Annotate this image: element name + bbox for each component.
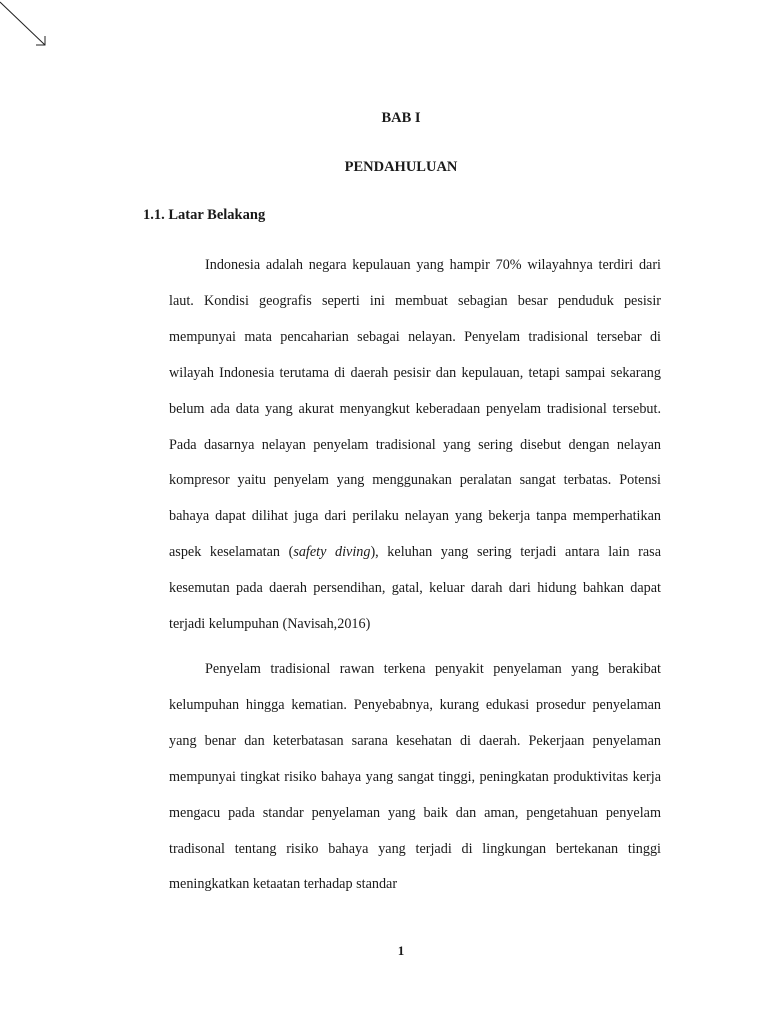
- page-number: 1: [397, 943, 405, 958]
- chapter-heading: BAB I: [381, 110, 421, 126]
- paragraph-1-italic-term: safety diving: [293, 544, 371, 561]
- paragraph-1-text-a: Indonesia adalah negara kepulauan yang hampir 70% wilayahnya terdiri dari laut. Kondisi geografis seperti ini membuat sebagian besar penduduk pesisir mempunyai mata pencaharian sebagai nelayan. Penyelam tradisional tersebar di wilayah Indonesia terutama di daerah pesisir dan kepulauan, tetapi sampai sekarang belum ada data yang akurat menyangkut keberadaan penyelam tradisional tersebut. Pada dasarnya nelayan penyelam tradisional yang sering disebut dengan nelayan kompresor yaitu penyelam yang menggunakan peralatan sangat terbatas. Potensi bahaya dapat dilihat juga dari perilaku nelayan yang bekerja tanpa memperhatikan aspek keselamatan (: [169, 257, 661, 561]
- chapter-title: PENDAHULUAN: [344, 159, 458, 175]
- paragraph-1-text-b: ), keluhan yang sering terjadi antara lain rasa kesemutan pada daerah persendihan, gatal, keluar darah dari hidung bahkan dapat terjadi kelumpuhan (Navisah,2016): [169, 544, 661, 633]
- arrow-down-right-icon: [0, 0, 60, 60]
- section-title: 1.1. Latar Belakang: [143, 207, 266, 223]
- paragraph-1: [169, 248, 661, 643]
- paragraph-2: Penyelam tradisional rawan terkena penyakit penyelaman yang berakibat kelumpuhan hingga kematian. Penyebabnya, kurang edukasi prosedur penyelaman yang benar dan keterbatasan sarana kesehatan di daerah. Pekerjaan penyelaman mempunyai tingkat risiko bahaya yang sangat tinggi, peningkatan produktivitas kerja mengacu pada standar penyelaman yang baik dan aman, pengetahuan penyelam tradisonal tentang risiko bahaya yang terjadi di lingkungan bertekanan tinggi meningkatkan ketaatan terhadap standar: [169, 661, 661, 893]
